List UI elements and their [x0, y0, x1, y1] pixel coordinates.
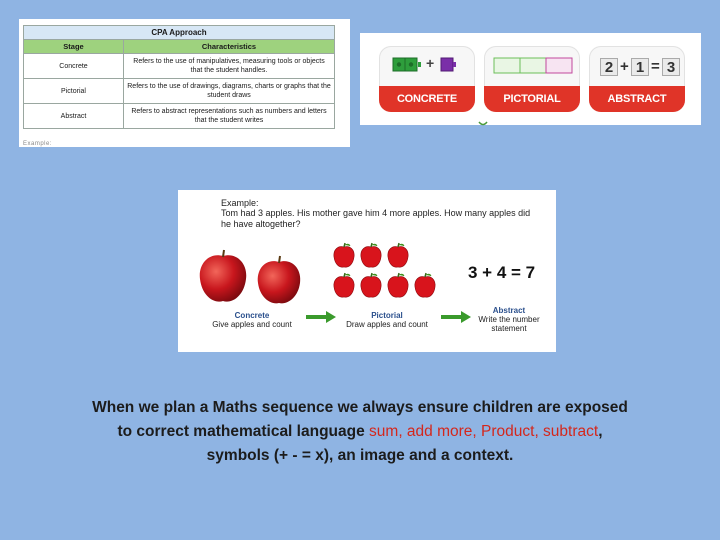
- abstract-desc: Write the number statement: [478, 315, 540, 333]
- pictorial-tile: [484, 46, 580, 112]
- paragraph-text: When we plan a Maths sequence we always ensure children are exposed to correct mathematical language: [92, 399, 628, 440]
- cropped-caption: Example:: [23, 141, 53, 147]
- description-paragraph: [84, 396, 636, 468]
- example-image: [178, 190, 556, 352]
- concrete-caption: [202, 311, 302, 329]
- plus-sign: +: [620, 58, 629, 75]
- stage-cell: Concrete: [24, 54, 124, 79]
- cpa-table-title: CPA Approach: [24, 26, 335, 40]
- bar-model-icon: [484, 46, 580, 86]
- table-row: [24, 54, 335, 79]
- header-stage: Stage: [24, 40, 124, 54]
- apple-icon: [196, 248, 306, 308]
- number-sentence: [589, 46, 685, 86]
- plus-sign: +: [426, 55, 435, 71]
- equals-sign: =: [651, 58, 660, 75]
- example-title: Example:: [221, 198, 259, 208]
- abstract-label: ABSTRACT: [589, 86, 685, 112]
- apple-drawings: [330, 242, 442, 302]
- table-row: [24, 79, 335, 104]
- stage-cell: Pictorial: [24, 79, 124, 104]
- cpa-table-image: [19, 19, 350, 147]
- paragraph-text-end: , symbols (+ - = x), an image and a context.: [206, 423, 603, 464]
- number-box: 1: [631, 58, 649, 76]
- characteristics-cell: Refers to the use of manipulatives, measuring tools or objects that the student handles.: [124, 54, 335, 79]
- abstract-heading: Abstract: [492, 306, 526, 315]
- number-box: 2: [600, 58, 618, 76]
- arrow-right-icon: [306, 311, 336, 323]
- arrow-right-icon: [441, 311, 471, 323]
- pictorial-caption: [337, 311, 437, 329]
- stage-cell: Abstract: [24, 104, 124, 129]
- decor-mark: [478, 121, 488, 127]
- equation: 3 + 4 = 7: [468, 263, 536, 282]
- pictorial-desc: Draw apples and count: [346, 320, 428, 329]
- characteristics-cell: Refers to abstract representations such as numbers and letters that the student writes: [124, 104, 335, 129]
- abstract-caption: [471, 306, 547, 333]
- cpa-table: [23, 25, 335, 129]
- header-characteristics: Characteristics: [124, 40, 335, 54]
- pictorial-heading: Pictorial: [371, 311, 403, 320]
- abstract-tile: [589, 46, 685, 112]
- concrete-label: CONCRETE: [379, 86, 475, 112]
- cubes-icon: [379, 46, 475, 86]
- concrete-heading: Concrete: [234, 311, 270, 320]
- cpa-banner-image: [360, 33, 701, 125]
- concrete-desc: Give apples and count: [212, 320, 292, 329]
- characteristics-cell: Refers to the use of drawings, diagrams, charts or graphs that the student draws: [124, 79, 335, 104]
- pictorial-label: PICTORIAL: [484, 86, 580, 112]
- table-row: [24, 104, 335, 129]
- vocabulary-terms: sum, add more, Product, subtract: [369, 423, 599, 440]
- concrete-tile: [379, 46, 475, 112]
- example-problem: Tom had 3 apples. His mother gave him 4 more apples. How many apples did he have altogether?: [221, 208, 531, 229]
- number-box: 3: [662, 58, 680, 76]
